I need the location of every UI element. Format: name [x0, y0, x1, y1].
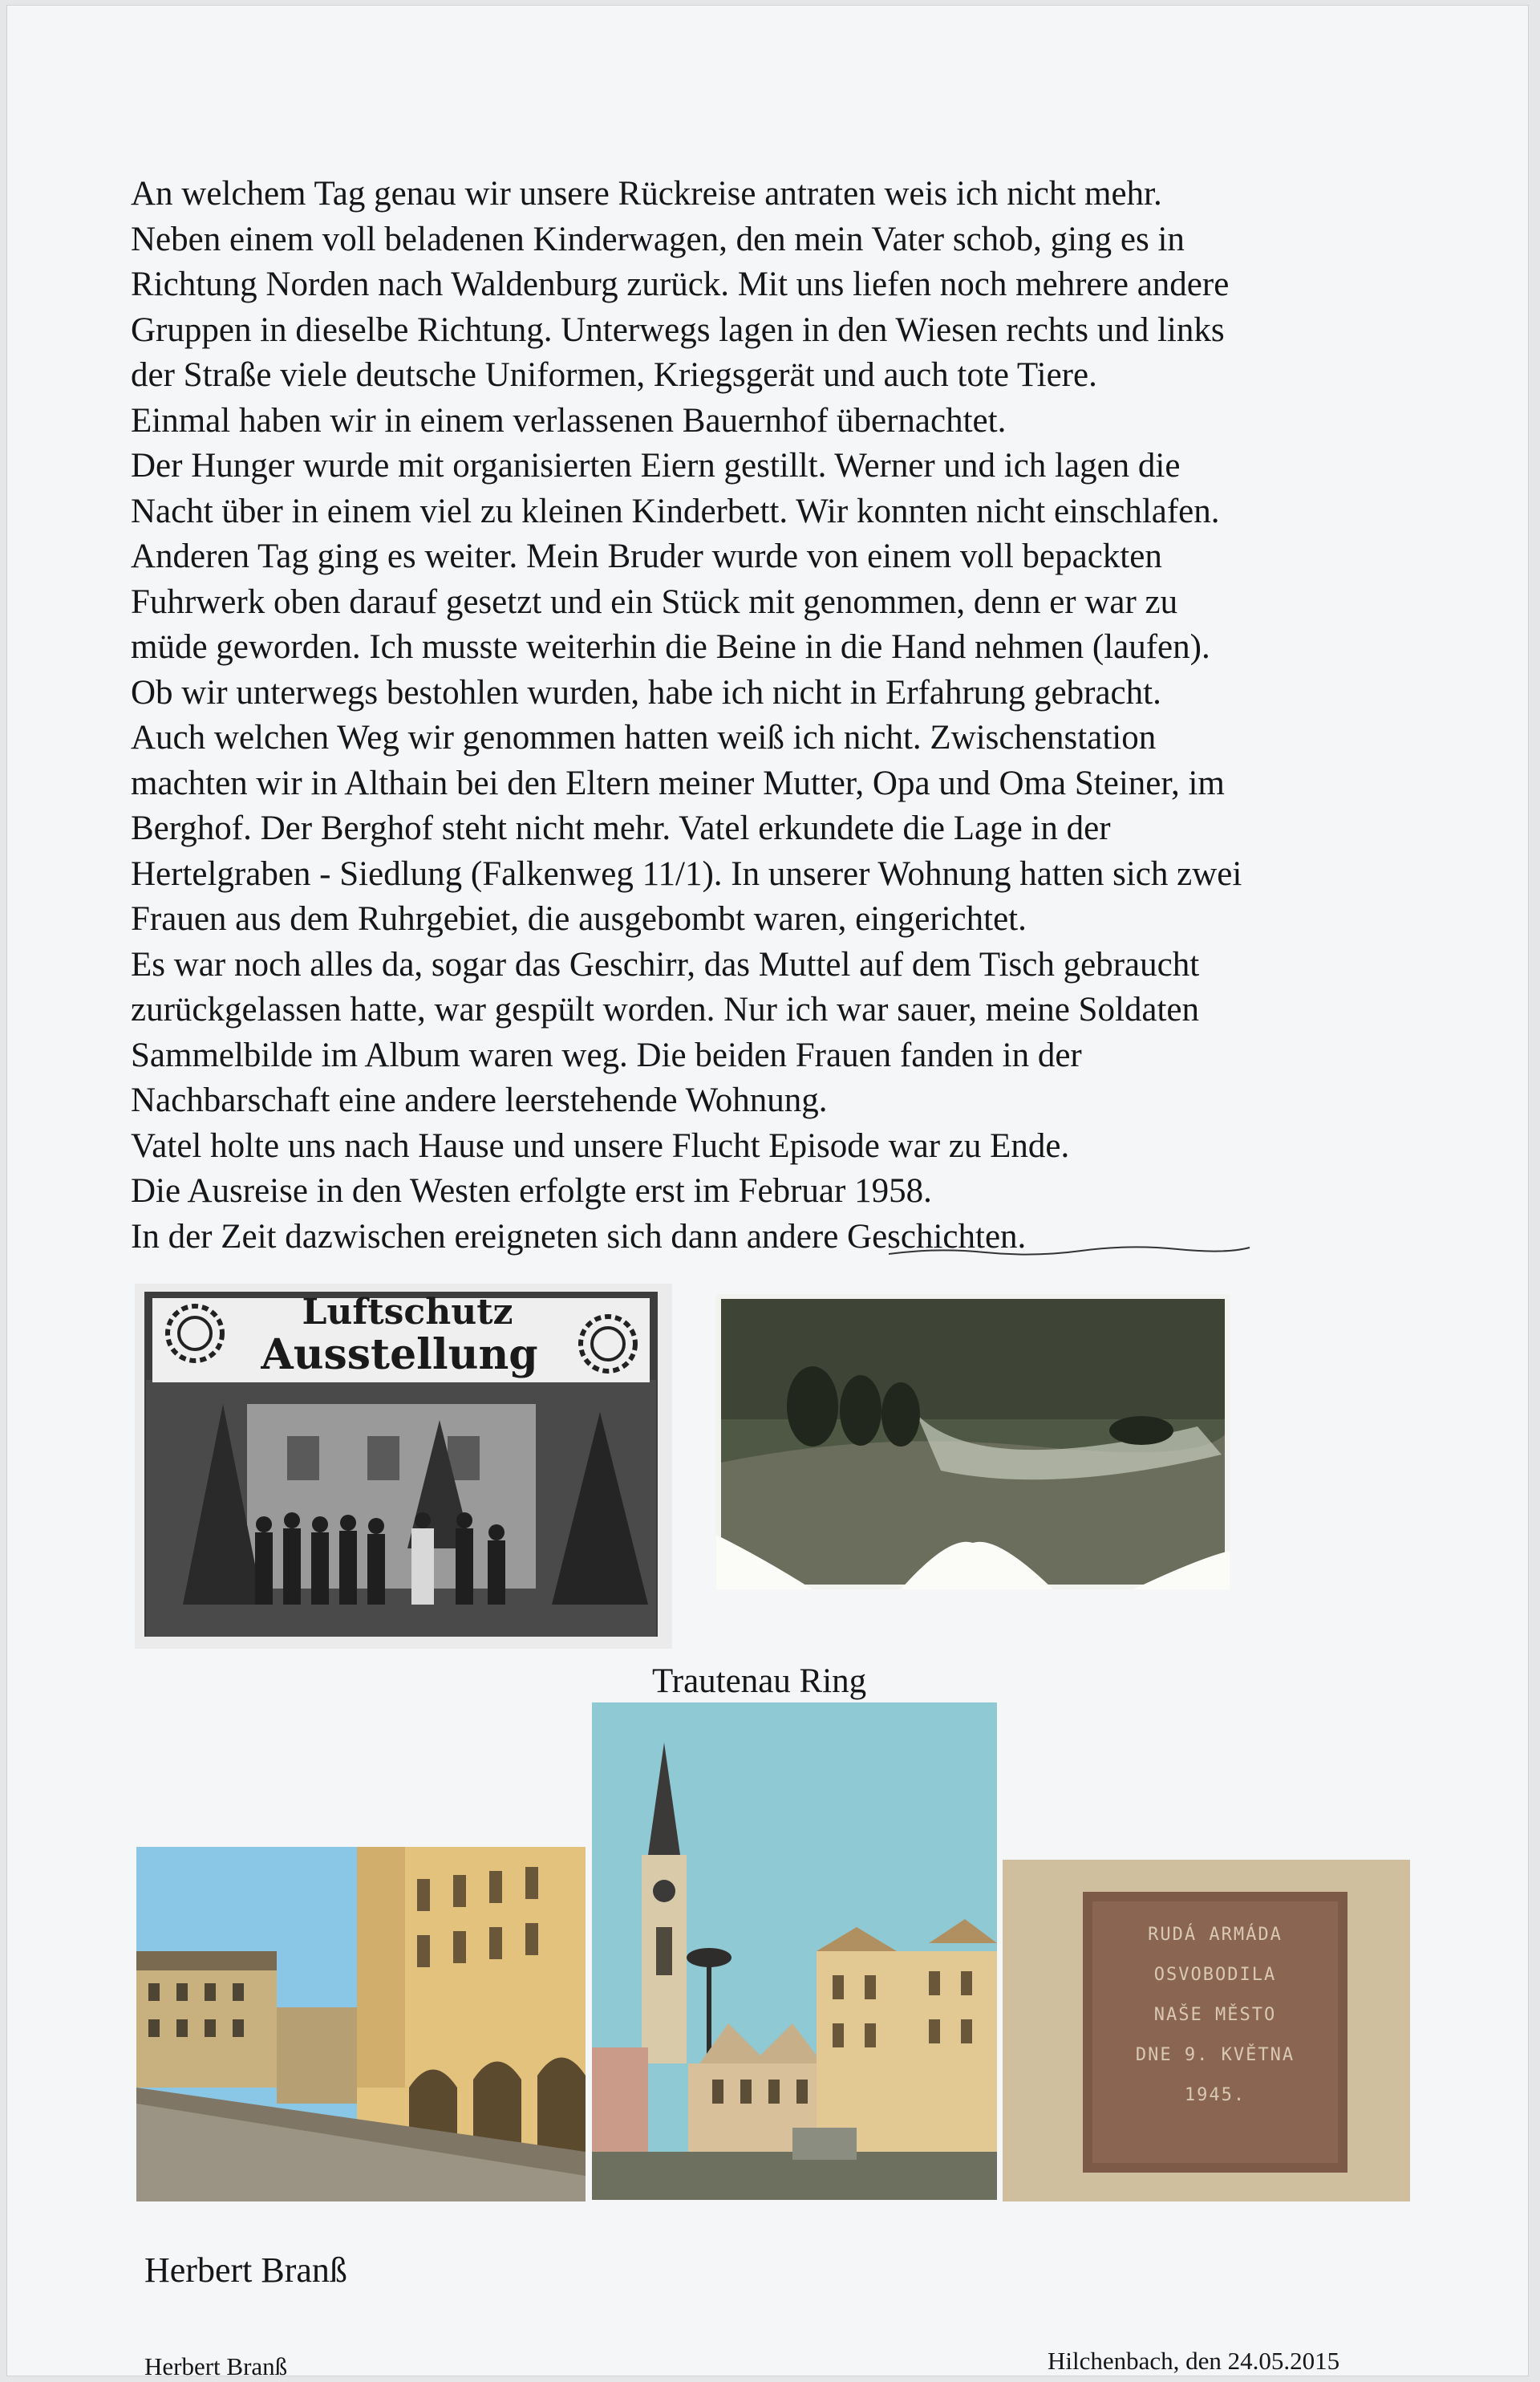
pen-stroke [889, 1244, 1258, 1260]
document-page [6, 5, 1529, 2380]
banner-line-2: Ausstellung [261, 1330, 538, 1379]
story-text [131, 172, 1446, 1260]
photo-church-tower [592, 1702, 997, 2200]
text-line: Einmal haben wir in einem verlassenen Bauernhof übernachtet. [131, 401, 1007, 440]
text-line: Hertelgraben - Siedlung (Falkenweg 11/1). In unserer Wohnung hatten sich zwei [131, 854, 1242, 893]
text-line: Auch welchen Weg wir genommen hatten weiß ich nicht. Zwischenstation [131, 719, 1157, 757]
photo-town-square [136, 1847, 586, 2201]
plaque-line: OSVOBODILA [1153, 1965, 1277, 1985]
text-line: Fuhrwerk oben darauf gesetzt und ein Stück mit genommen, denn er war zu [131, 582, 1178, 621]
banner-line-1: Luftschutz [302, 1292, 513, 1333]
text-line: Neben einem voll beladenen Kinderwagen, den mein Vater schob, ging es in [131, 220, 1185, 258]
footer-place-date: Hilchenbach, den 24.05.2015 [1048, 2347, 1340, 2375]
text-line: Gruppen in dieselbe Richtung. Unterwegs lagen in den Wiesen rechts und links [131, 310, 1225, 349]
text-line: machten wir in Althain bei den Eltern meiner Mutter, Opa und Oma Steiner, im [131, 764, 1225, 802]
text-line: Frauen aus dem Ruhrgebiet, die ausgebombt waren, eingerichtet. [131, 900, 1027, 938]
photo-field [716, 1294, 1230, 1589]
author-name: Herbert Branß [144, 2250, 347, 2290]
text-line: müde geworden. Ich musste weiterhin die Beine in die Hand nehmen (laufen). [131, 628, 1210, 666]
text-line: Nachbarschaft eine andere leerstehende Wohnung. [131, 1081, 828, 1119]
plaque-line: RUDÁ ARMÁDA [1148, 1925, 1283, 1945]
text-line: Die Ausreise in den Westen erfolgte erst im Februar 1958. [131, 1172, 932, 1210]
text-line: Richtung Norden nach Waldenburg zurück. Mit uns liefen noch mehrere andere [131, 266, 1230, 303]
text-line: Berghof. Der Berghof steht nicht mehr. Vatel erkundete die Lage in der [131, 810, 1111, 847]
text-line: Ob wir unterwegs bestohlen wurden, habe ich nicht in Erfahrung gebracht. [131, 673, 1161, 712]
plaque-line: 1945. [1184, 2085, 1246, 2105]
plaque-line: NAŠE MĚSTO [1153, 2005, 1277, 2025]
text-line: der Straße viele deutsche Uniformen, Kriegsgerät und auch tote Tiere. [131, 356, 1097, 394]
text-line: Der Hunger wurde mit organisierten Eiern gestillt. Werner und ich lagen die [131, 447, 1181, 485]
footer-author: Herbert Branß [144, 2352, 288, 2380]
text-line: zurückgelassen hatte, war gespült worden. Nur ich war sauer, meine Soldaten [131, 991, 1200, 1029]
text-line: An welchem Tag genau wir unsere Rückreise antraten weis ich nicht mehr. [131, 175, 1162, 213]
photo-caption: Trautenau Ring [652, 1662, 867, 1700]
text-line: Es war noch alles da, sogar das Geschirr, das Muttel auf dem Tisch gebraucht [131, 945, 1200, 984]
text-line: Sammelbilde im Album waren weg. Die beiden Frauen fanden in der [131, 1036, 1082, 1074]
photo-memorial-plaque [1003, 1860, 1410, 2201]
text-line: Anderen Tag ging es weiter. Mein Bruder wurde von einem voll bepackten [131, 538, 1162, 575]
text-line: Nacht über in einem viel zu kleinen Kinderbett. Wir konnten nicht einschlafen. [131, 492, 1220, 530]
plaque-line: DNE 9. KVĚTNA [1135, 2045, 1295, 2065]
text-line: In der Zeit dazwischen ereigneten sich dann andere Geschichten. [131, 1217, 1027, 1256]
photo-exhibition [135, 1284, 672, 1649]
text-line: Vatel holte uns nach Hause und unsere Flucht Episode war zu Ende. [131, 1126, 1070, 1165]
